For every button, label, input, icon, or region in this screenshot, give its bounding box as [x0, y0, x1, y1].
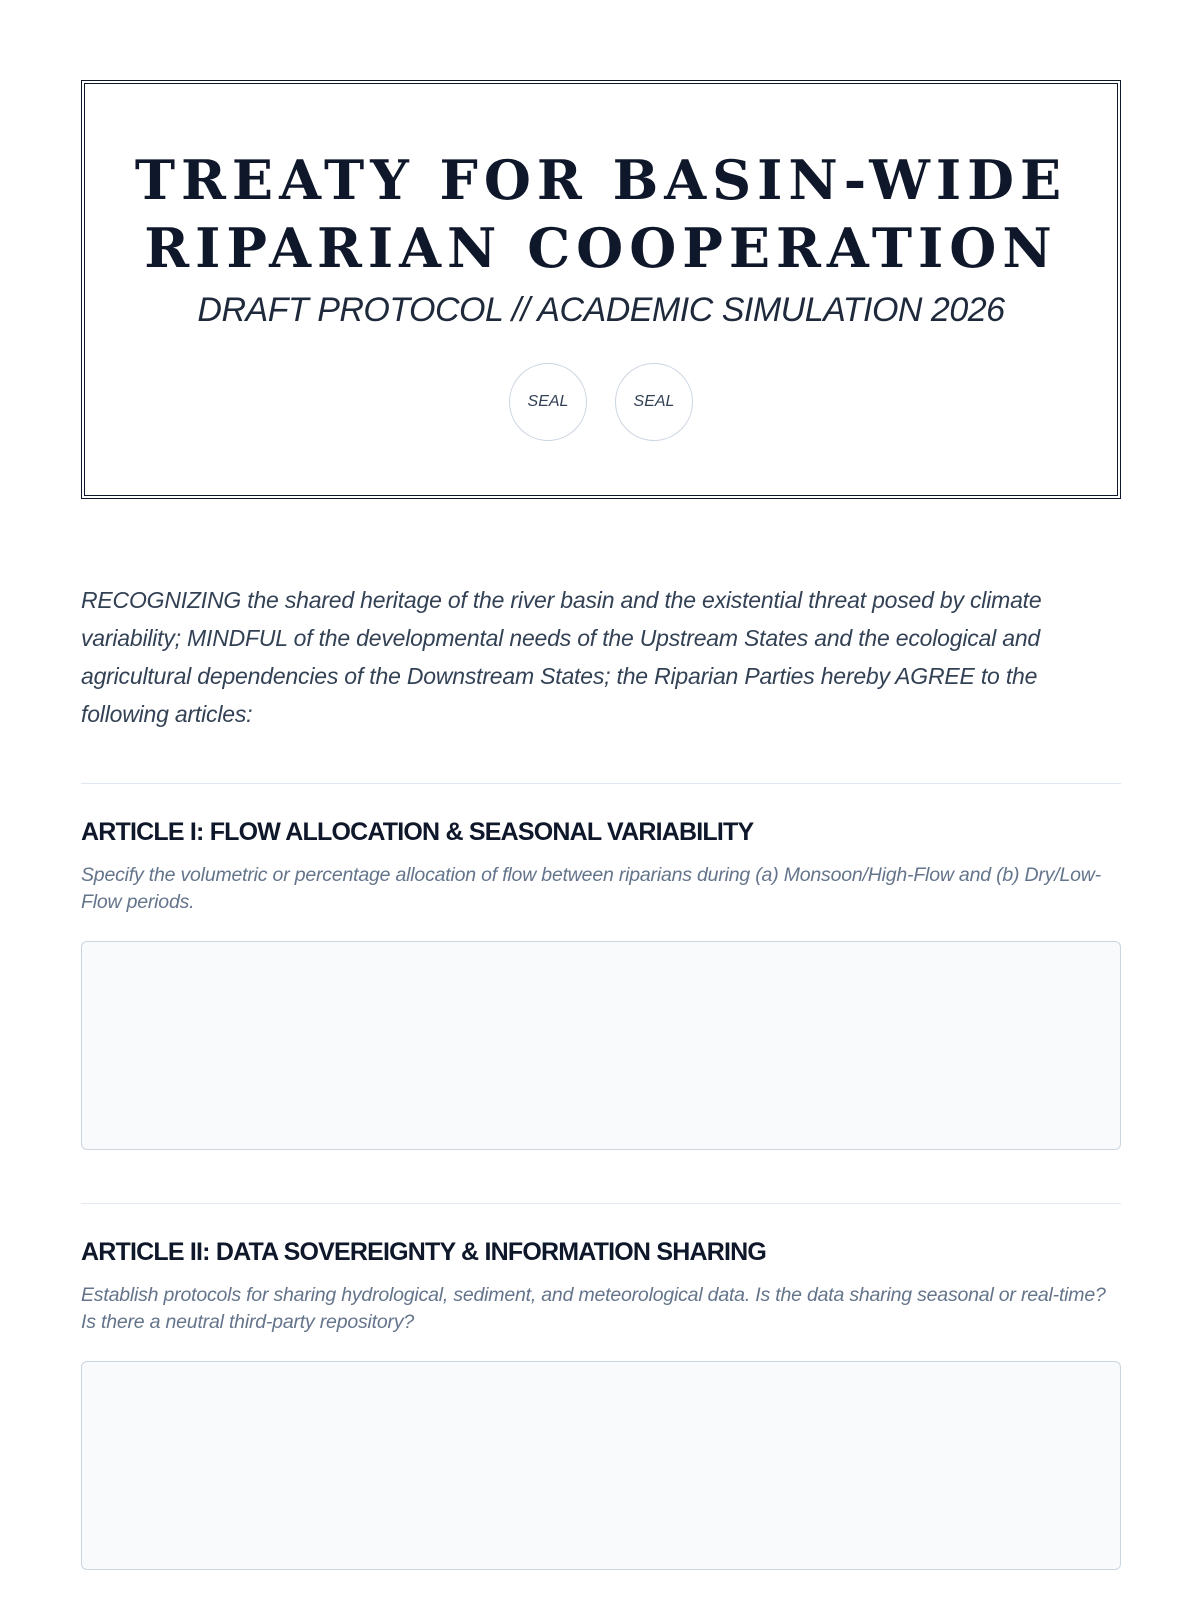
treaty-title-line-2: RIPARIAN COOPERATION — [144, 216, 1058, 280]
seal-placeholder-2: SEAL — [615, 363, 693, 441]
article-1-textarea[interactable] — [81, 941, 1121, 1150]
preamble-text: RECOGNIZING the shared heritage of the river basin and the existential threat posed by climate variability; MINDFUL of the developmental needs of the Upstream States and the ecological and agricultural dependencies of the Downstream States; the Riparian Parties hereby AGREE to the following articles: — [81, 587, 1042, 727]
article-1-title: ARTICLE I: FLOW ALLOCATION & SEASONAL VARIABILITY — [81, 818, 754, 846]
treaty-subtitle: DRAFT PROTOCOL // ACADEMIC SIMULATION 2026 — [197, 291, 1005, 329]
article-2-instructions: Establish protocols for sharing hydrological, sediment, and meteorological data. Is the data sharing seasonal or real-time? Is there a neutral third-party repository? — [81, 1284, 1106, 1333]
article-2-textarea[interactable] — [81, 1361, 1121, 1570]
article-1-instructions: Specify the volumetric or percentage allocation of flow between riparians during (a) Monsoon/High-Flow and (b) Dry/Low-Flow periods. — [81, 864, 1101, 913]
seal-placeholder-1: SEAL — [509, 363, 587, 441]
treaty-header — [81, 80, 1121, 499]
article-2-divider — [81, 1203, 1121, 1204]
article-2-title: ARTICLE II: DATA SOVEREIGNTY & INFORMATION SHARING — [81, 1238, 767, 1266]
article-1-divider — [81, 783, 1121, 784]
treaty-title-line-1: TREATY FOR BASIN-WIDE — [134, 148, 1068, 212]
treaty-title — [85, 146, 1117, 282]
seal-row — [85, 363, 1117, 441]
